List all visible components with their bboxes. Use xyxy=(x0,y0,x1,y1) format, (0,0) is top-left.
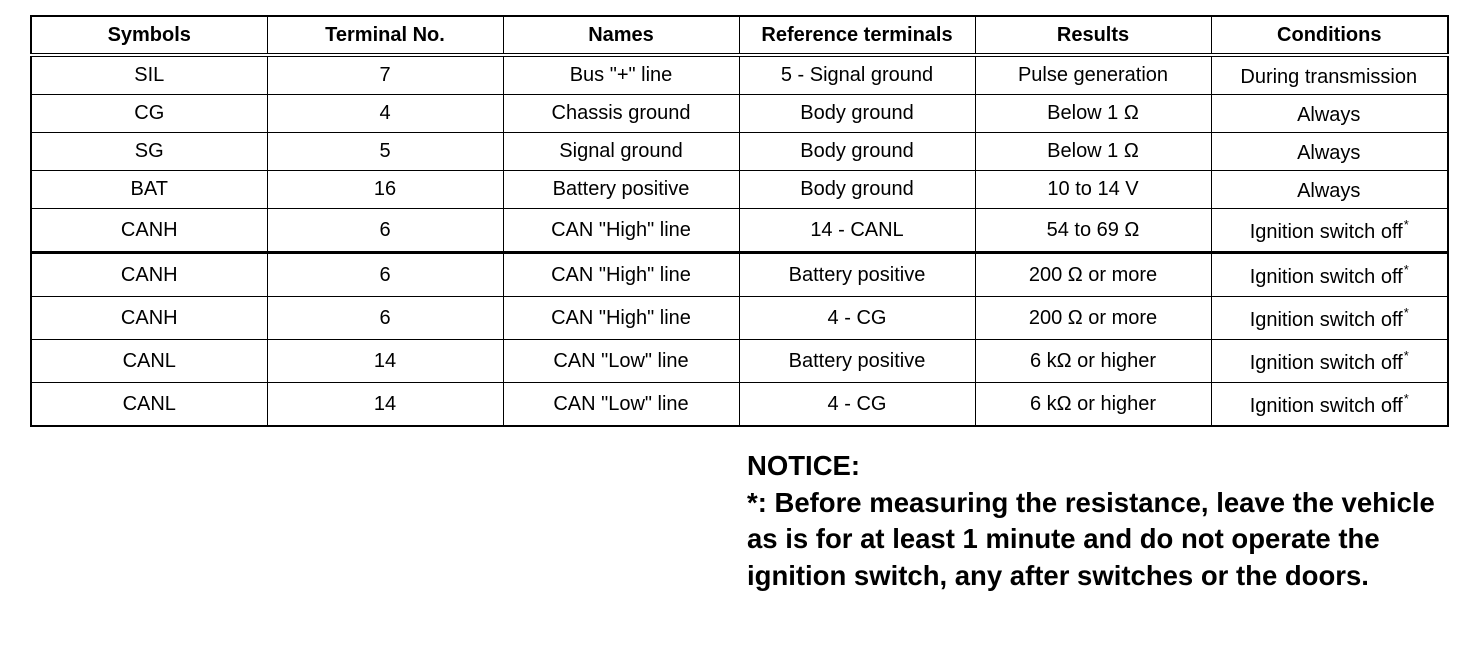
cell-terminal: 6 xyxy=(267,297,503,340)
cell-result: Below 1 Ω xyxy=(975,133,1211,171)
terminal-spec-table xyxy=(30,15,1449,427)
cell-reference: 4 - CG xyxy=(739,383,975,427)
cell-reference: 4 - CG xyxy=(739,297,975,340)
table-row xyxy=(31,133,1448,171)
condition-text: Ignition switch off xyxy=(1249,394,1403,417)
cell-terminal: 5 xyxy=(267,133,503,171)
cell-name: Signal ground xyxy=(503,133,739,171)
cell-condition xyxy=(1211,383,1448,427)
cell-condition xyxy=(1211,171,1448,209)
condition-text: During transmission xyxy=(1240,66,1418,88)
cell-reference: Battery positive xyxy=(739,340,975,383)
cell-terminal: 6 xyxy=(267,209,503,253)
table-row xyxy=(31,209,1448,253)
cell-name: CAN "High" line xyxy=(503,253,739,297)
cell-terminal: 14 xyxy=(267,383,503,427)
footnote-marker: * xyxy=(1403,304,1409,320)
table-row xyxy=(31,383,1448,427)
table-row xyxy=(31,95,1448,133)
table-header-row xyxy=(31,16,1448,55)
cell-terminal: 7 xyxy=(267,55,503,95)
cell-terminal: 14 xyxy=(267,340,503,383)
table-row xyxy=(31,55,1448,95)
header-conditions: Conditions xyxy=(1211,16,1448,55)
cell-result: 54 to 69 Ω xyxy=(975,209,1211,253)
cell-result: 6 kΩ or higher xyxy=(975,340,1211,383)
header-results: Results xyxy=(975,16,1211,55)
header-symbols: Symbols xyxy=(31,16,267,55)
table-row xyxy=(31,253,1448,297)
header-terminal-no: Terminal No. xyxy=(267,16,503,55)
cell-name: CAN "High" line xyxy=(503,209,739,253)
footnote-marker: * xyxy=(1403,347,1409,363)
condition-text: Always xyxy=(1297,142,1361,164)
cell-name: Battery positive xyxy=(503,171,739,209)
notice-title: NOTICE: xyxy=(747,450,861,481)
cell-symbol: SG xyxy=(31,133,267,171)
cell-reference: Body ground xyxy=(739,171,975,209)
cell-result: Pulse generation xyxy=(975,55,1211,95)
condition-text: Ignition switch off xyxy=(1249,308,1403,331)
cell-symbol: CANL xyxy=(31,340,267,383)
cell-name: CAN "Low" line xyxy=(503,383,739,427)
cell-reference: 5 - Signal ground xyxy=(739,55,975,95)
cell-terminal: 4 xyxy=(267,95,503,133)
cell-result: 200 Ω or more xyxy=(975,253,1211,297)
cell-condition xyxy=(1211,297,1448,340)
notice-body: *: Before measuring the resistance, leave the vehicle as is for at least 1 minute and do not operate the ignition switch, any after switches or the doors. xyxy=(747,486,1435,591)
cell-reference: 14 - CANL xyxy=(739,209,975,253)
cell-symbol: CANL xyxy=(31,383,267,427)
cell-reference: Body ground xyxy=(739,95,975,133)
cell-result: 10 to 14 V xyxy=(975,171,1211,209)
footnote-marker: * xyxy=(1403,261,1409,277)
header-reference-terminals: Reference terminals xyxy=(739,16,975,55)
cell-symbol: BAT xyxy=(31,171,267,209)
cell-name: CAN "Low" line xyxy=(503,340,739,383)
cell-symbol: CANH xyxy=(31,253,267,297)
cell-terminal: 16 xyxy=(267,171,503,209)
cell-condition xyxy=(1211,95,1448,133)
notice-block xyxy=(747,448,1457,594)
cell-result: 6 kΩ or higher xyxy=(975,383,1211,427)
cell-symbol: CG xyxy=(31,95,267,133)
footnote-marker: * xyxy=(1403,390,1409,406)
cell-condition xyxy=(1211,340,1448,383)
cell-symbol: CANH xyxy=(31,297,267,340)
condition-text: Ignition switch off xyxy=(1249,220,1403,243)
table-row xyxy=(31,297,1448,340)
cell-name: Chassis ground xyxy=(503,95,739,133)
cell-result: 200 Ω or more xyxy=(975,297,1211,340)
condition-text: Always xyxy=(1297,180,1361,202)
cell-condition xyxy=(1211,209,1448,253)
cell-condition xyxy=(1211,133,1448,171)
cell-reference: Battery positive xyxy=(739,253,975,297)
header-names: Names xyxy=(503,16,739,55)
table-row xyxy=(31,340,1448,383)
cell-reference: Body ground xyxy=(739,133,975,171)
condition-text: Always xyxy=(1297,104,1361,126)
cell-condition xyxy=(1211,55,1448,95)
cell-name: CAN "High" line xyxy=(503,297,739,340)
cell-result: Below 1 Ω xyxy=(975,95,1211,133)
condition-text: Ignition switch off xyxy=(1249,351,1403,374)
footnote-marker: * xyxy=(1403,216,1409,232)
cell-terminal: 6 xyxy=(267,253,503,297)
condition-text: Ignition switch off xyxy=(1249,265,1403,288)
cell-name: Bus "+" line xyxy=(503,55,739,95)
cell-symbol: CANH xyxy=(31,209,267,253)
cell-condition xyxy=(1211,253,1448,297)
table-row xyxy=(31,171,1448,209)
cell-symbol: SIL xyxy=(31,55,267,95)
